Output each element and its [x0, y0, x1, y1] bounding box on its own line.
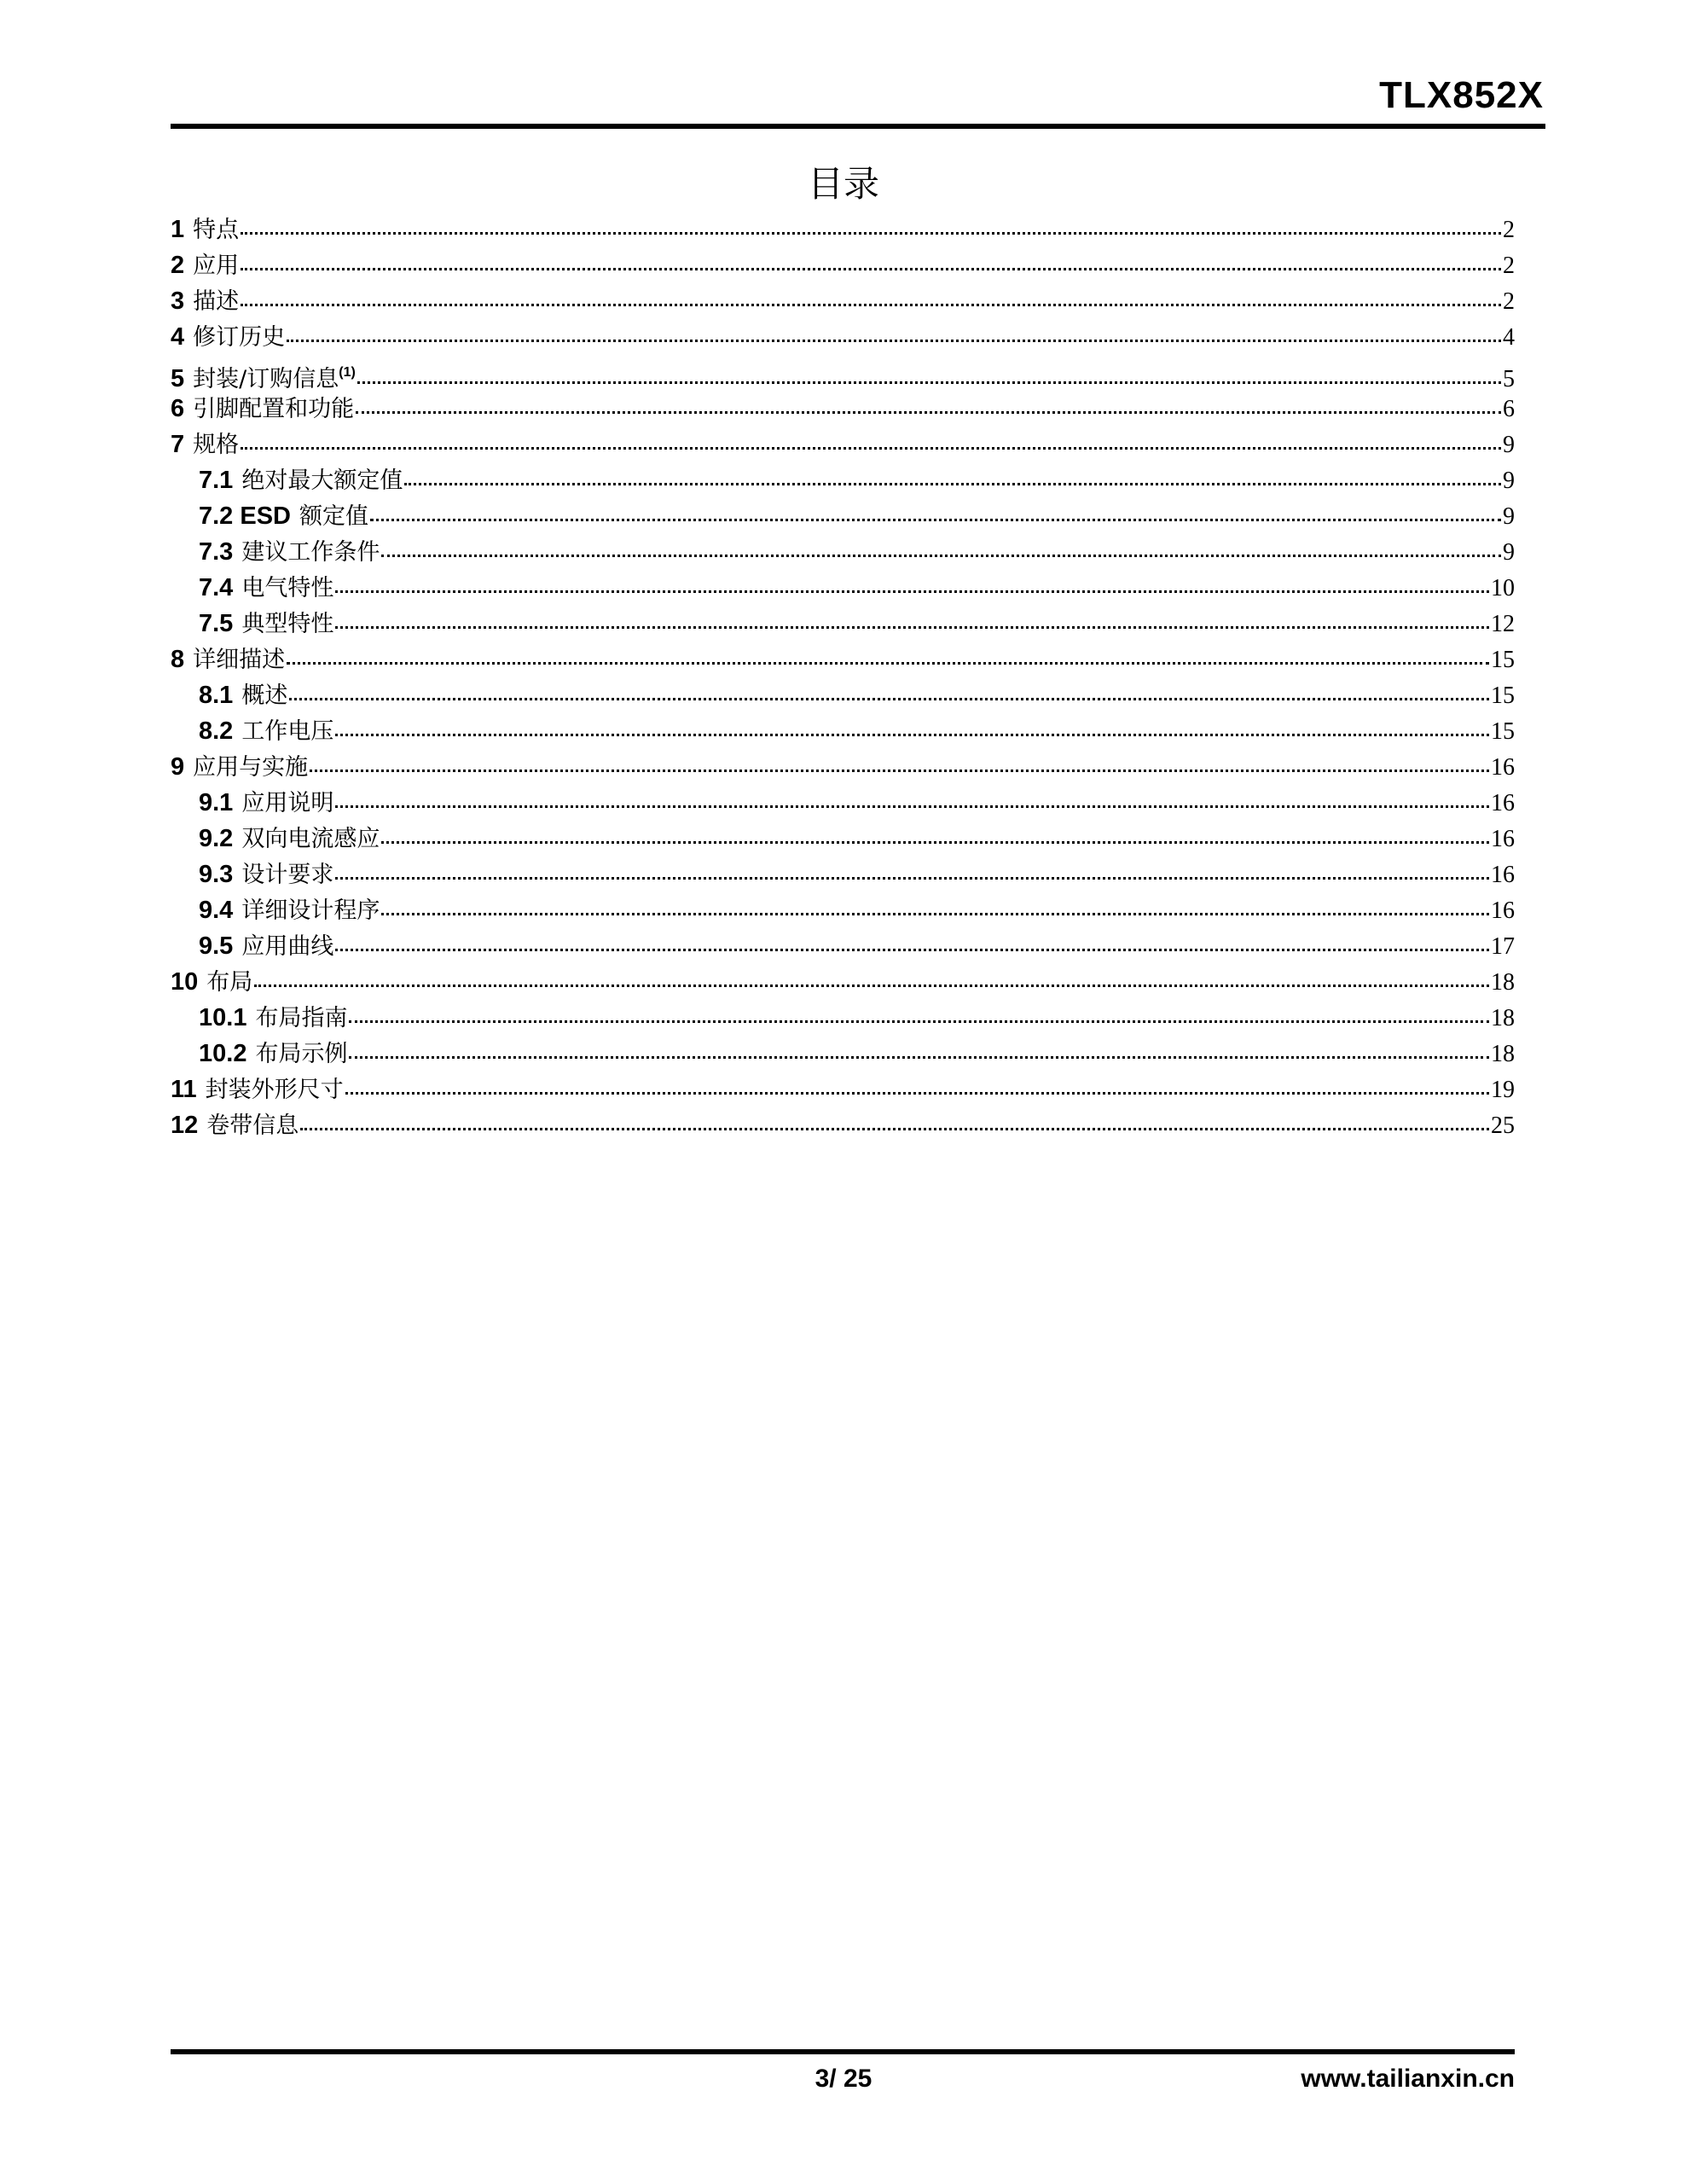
toc-entry-page: 16: [1491, 897, 1515, 924]
toc-entry-title-text: 卷带信息: [206, 1112, 299, 1139]
toc-entry[interactable]: [171, 462, 1515, 498]
toc-dot-leader: [349, 1020, 1489, 1023]
toc-entry-page: 6: [1503, 396, 1515, 422]
toc-entry-title: [241, 571, 333, 607]
toc-entry-title: [241, 786, 333, 822]
toc-dot-leader: [356, 411, 1501, 414]
toc-entry[interactable]: [171, 1000, 1515, 1036]
toc-entry-number: 1: [171, 216, 185, 243]
toc-dot-leader: [335, 949, 1489, 951]
toc-entry-title: [193, 284, 239, 320]
toc-entry-page: 9: [1503, 539, 1515, 566]
toc-entry-title-text: 布局指南: [255, 1005, 348, 1031]
toc-entry-page: 15: [1491, 647, 1515, 673]
footer-page-number: 3/ 25: [815, 2065, 872, 2093]
toc-dot-leader: [381, 841, 1489, 844]
toc-entry-title-text: 典型特性: [241, 611, 334, 637]
toc-entry-title: [193, 427, 239, 463]
toc-entry-number: 9.2: [199, 825, 234, 852]
toc-entry-page: 16: [1491, 754, 1515, 781]
toc-entry-title: [241, 607, 333, 642]
toc-entry-footnote-marker: (1): [339, 365, 356, 380]
toc-dot-leader: [404, 483, 1501, 485]
toc-entry-number: 7.1: [199, 467, 234, 494]
toc-entry-number: 8: [171, 646, 185, 673]
toc-entry-title-text: 建议工作条件: [241, 539, 380, 566]
toc-dot-leader: [254, 985, 1489, 987]
toc-entry-page: 17: [1491, 933, 1515, 960]
toc-entry-title-text: 电气特性: [241, 575, 334, 601]
toc-entry-title: [206, 1108, 299, 1144]
toc-entry-page: 10: [1491, 575, 1515, 601]
toc-entry[interactable]: [171, 821, 1515, 857]
toc-entry-number: 9: [171, 753, 185, 781]
toc-entry-title: [206, 965, 252, 1001]
toc-entry-page: 16: [1491, 790, 1515, 816]
toc-entry-title-text: 应用曲线: [241, 933, 334, 960]
toc-entry-title-text: 封装外形尺寸: [205, 1077, 344, 1103]
toc-dot-leader: [335, 734, 1489, 736]
toc-entry-page: 18: [1491, 1005, 1515, 1031]
toc-dot-leader: [335, 805, 1489, 808]
toc-entry-page: 2: [1503, 288, 1515, 315]
toc-entry-number: 10.1: [199, 1004, 247, 1031]
toc-entry-title-text: 详细设计程序: [241, 897, 380, 924]
toc-entry-page: 16: [1491, 826, 1515, 852]
toc-dot-leader: [287, 340, 1501, 342]
toc-entry-title-text: 详细描述: [193, 647, 286, 673]
toc-entry[interactable]: [171, 427, 1515, 462]
toc-entry-number: 3: [171, 288, 185, 315]
toc-entry-page: 9: [1503, 468, 1515, 494]
toc-entry[interactable]: [171, 247, 1515, 283]
toc-entry-title-text: 绝对最大额定值: [241, 468, 403, 494]
toc-entry-title-text: 应用与实施: [193, 754, 309, 781]
toc-entry-page: 9: [1503, 503, 1515, 530]
toc-dot-leader: [289, 698, 1489, 700]
toc-entry-title: [193, 642, 285, 678]
toc-entry-number: 9.4: [199, 897, 234, 924]
toc-entry-title-text: 描述: [193, 288, 240, 315]
toc-entry-page: 18: [1491, 1041, 1515, 1067]
toc-entry[interactable]: [171, 964, 1515, 1000]
toc-entry[interactable]: [171, 892, 1515, 928]
toc-entry-title: [193, 212, 239, 248]
toc-entry-title-text: 引脚配置和功能: [193, 396, 355, 422]
toc-entry-title: [241, 929, 333, 965]
toc-entry-title-text: 额定值: [299, 503, 368, 530]
toc-entry-number: 9.3: [199, 861, 234, 888]
toc-entry-page: 25: [1491, 1112, 1515, 1139]
toc-dot-leader: [287, 662, 1489, 665]
toc-entry-title-text: 规格: [193, 432, 240, 458]
toc-entry-page: 15: [1491, 718, 1515, 745]
toc-entry-number: 11: [171, 1076, 197, 1103]
toc-entry-number: 7.2 ESD: [199, 502, 291, 530]
toc-dot-leader: [370, 519, 1501, 521]
toc-entry[interactable]: [171, 570, 1515, 606]
toc-entry-number: 8.2: [199, 717, 234, 745]
toc-entry-number: 2: [171, 252, 185, 279]
toc-entry-page: 18: [1491, 969, 1515, 996]
toc-entry[interactable]: [171, 857, 1515, 892]
toc-entry-title: [241, 893, 380, 929]
toc-entry-page: 19: [1491, 1077, 1515, 1103]
toc-entry-title-text: 工作电压: [241, 718, 334, 745]
toc-entry-number: 7.4: [199, 574, 234, 601]
toc-dot-leader: [381, 555, 1501, 557]
toc-dot-leader: [335, 877, 1489, 880]
toc-entry-title-text: 修订历史: [193, 324, 286, 351]
toc-entry[interactable]: [171, 1036, 1515, 1072]
toc-entry[interactable]: [171, 1107, 1515, 1143]
toc-entry-page: 15: [1491, 682, 1515, 709]
toc-dot-leader: [345, 1092, 1489, 1095]
toc-entry-title: [241, 535, 380, 571]
toc-entry[interactable]: [171, 642, 1515, 677]
toc-dot-leader: [335, 626, 1489, 629]
toc-dot-leader: [241, 268, 1501, 270]
toc-entry-number: 7.3: [199, 538, 234, 566]
toc-entry-number: 10: [171, 968, 199, 996]
toc-dot-leader: [381, 913, 1489, 915]
toc-entry-title-text: 应用: [193, 253, 240, 279]
toc-entry-title-text: 概述: [241, 682, 288, 709]
toc-entry[interactable]: [171, 391, 1515, 427]
toc-entry-title: [193, 248, 239, 284]
toc-entry[interactable]: [171, 212, 1515, 247]
toc-entry[interactable]: [171, 319, 1515, 355]
toc-title: 目录: [807, 163, 879, 205]
toc-entry-title-text: 布局示例: [255, 1041, 348, 1067]
toc-entry-title: [241, 678, 287, 714]
toc-entry-number: 12: [171, 1112, 199, 1139]
toc-entry-title: [255, 1001, 347, 1037]
toc-entry-title: [193, 392, 354, 427]
toc-entry[interactable]: [171, 749, 1515, 785]
header-rule: [171, 124, 1545, 129]
toc-entry-page: 5: [1503, 366, 1515, 392]
toc-entry-title: [193, 750, 308, 786]
toc-entry-number: 4: [171, 323, 185, 351]
toc-entry-page: 9: [1503, 432, 1515, 458]
toc-entry-title-text: 特点: [193, 217, 240, 243]
toc-dot-leader: [241, 304, 1501, 306]
toc-entry-number: 10.2: [199, 1040, 247, 1067]
toc-entry-page: 4: [1503, 324, 1515, 351]
toc-dot-leader: [241, 447, 1501, 450]
toc-entry-title: [193, 320, 285, 356]
toc-entry-title-text: 应用说明: [241, 790, 334, 816]
toc-dot-leader: [349, 1056, 1489, 1059]
toc-entry-page: 16: [1491, 862, 1515, 888]
toc-entry-page: 2: [1503, 217, 1515, 243]
toc-entry-title-text: 双向电流感应: [241, 826, 380, 852]
toc-entry-title-text: 封装/订购信息: [193, 366, 339, 392]
toc-dot-leader: [357, 381, 1501, 384]
toc-entry[interactable]: [171, 534, 1515, 570]
toc-entry[interactable]: [171, 713, 1515, 749]
footer-rule: [171, 2049, 1515, 2054]
toc-entry-title: [241, 463, 403, 499]
toc-entry-number: 7.5: [199, 610, 234, 637]
toc-entry-title-text: 布局: [206, 969, 253, 996]
toc-entry[interactable]: [171, 928, 1515, 964]
toc-entry-number: 6: [171, 395, 185, 422]
toc-entry[interactable]: [171, 1072, 1515, 1107]
toc-entry-number: 7: [171, 431, 185, 458]
toc-entry[interactable]: [171, 606, 1515, 642]
toc-entry[interactable]: [171, 785, 1515, 821]
toc-dot-leader: [310, 770, 1489, 772]
toc-entry[interactable]: [171, 677, 1515, 713]
toc-entry-number: 5: [171, 365, 185, 392]
toc-entry[interactable]: [171, 498, 1515, 534]
toc-entry-title-text: 设计要求: [241, 862, 334, 888]
toc-entry-title: [241, 822, 380, 857]
toc-dot-leader: [241, 232, 1501, 235]
toc-dot-leader: [335, 590, 1489, 593]
toc-entry-title: [241, 857, 333, 893]
toc-entry-number: 9.5: [199, 932, 234, 960]
toc-entry-title: [206, 1072, 344, 1108]
toc-dot-leader: [300, 1128, 1489, 1130]
toc-entry-number: 8.1: [199, 682, 234, 709]
toc-entry-title: [299, 499, 368, 535]
table-of-contents: [171, 212, 1515, 1143]
toc-entry-title: [255, 1037, 347, 1072]
toc-entry[interactable]: [171, 355, 1515, 391]
document-header-title: TLX852X: [1379, 74, 1544, 116]
toc-entry-page: 2: [1503, 253, 1515, 279]
footer-website-link[interactable]: www.tailianxin.cn: [1301, 2065, 1515, 2093]
toc-entry-page: 12: [1491, 611, 1515, 637]
toc-entry-number: 9.1: [199, 789, 234, 816]
toc-entry-title: [241, 714, 333, 750]
toc-entry[interactable]: [171, 283, 1515, 319]
